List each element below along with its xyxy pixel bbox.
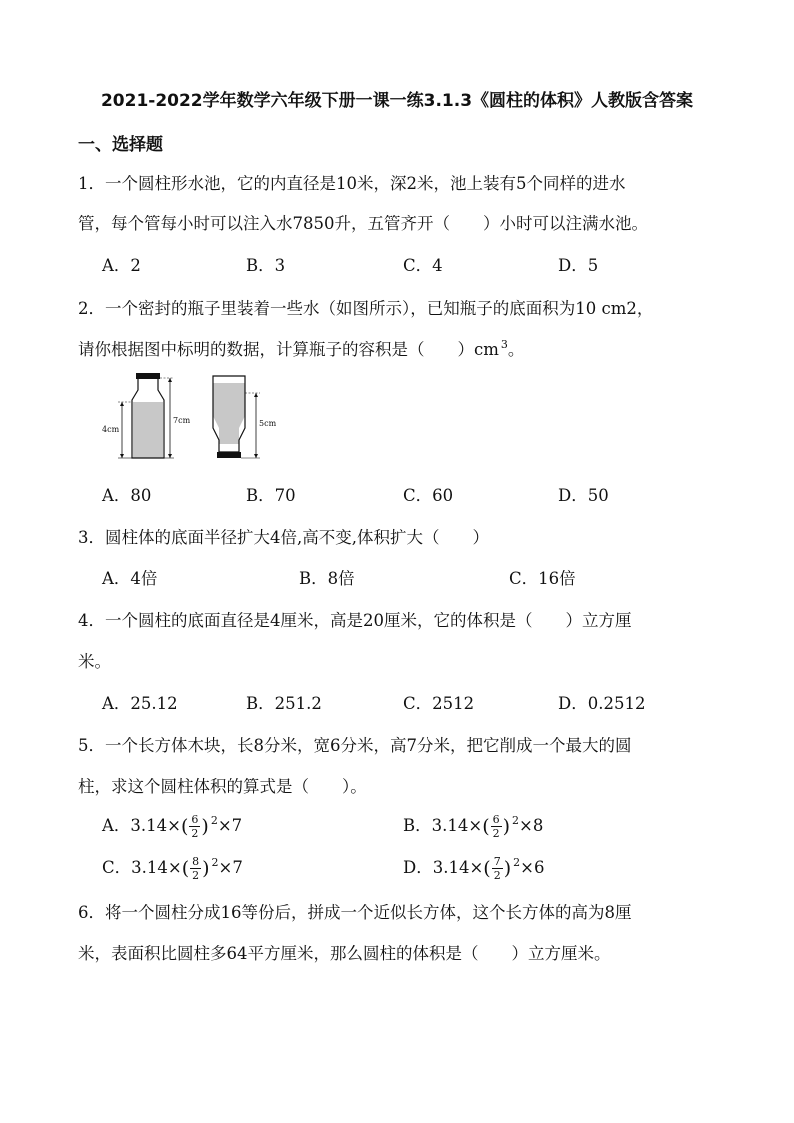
q2-option-a: A．80: [102, 486, 152, 505]
q5-option-c: C．3.14×( $\frac{8}{2}$ ) $^2$×7: [102, 855, 243, 882]
upright-cap: [136, 373, 160, 379]
q5-option-c-fraction: $\frac{8}{2}$: [192, 855, 200, 882]
q1-option-a: A．2: [102, 256, 141, 275]
q2-line2-end: 。: [507, 340, 525, 359]
q4-option-a: A．25.12: [102, 694, 178, 713]
q6-line1: 6．将一个圆柱分成16等份后，拼成一个近似长方体，这个长方体的高为8厘: [78, 903, 632, 922]
q5-option-a-prefix: A．3.14×: [102, 816, 181, 835]
q5-option-b: B．3.14×( $\frac{6}{2}$ ) $^2$×8: [403, 813, 544, 840]
q2-line2: [78, 336, 524, 360]
q1-option-c: C．4: [403, 256, 443, 275]
upright-bottle: [118, 373, 174, 458]
q2-option-b: B．70: [246, 486, 296, 505]
q2-option-d: D．50: [558, 486, 609, 505]
q5-option-a: A．3.14×( $\frac{6}{2}$ ) $^2$×7: [102, 813, 243, 840]
q3-option-b: B．8倍: [299, 569, 355, 588]
q2-label-7cm: 7cm: [173, 416, 191, 425]
q5-option-d-fraction: $\frac{7}{2}$: [493, 855, 501, 882]
page-title: 2021-2022学年数学六年级下册一课一练3.1.3《圆柱的体积》人教版含答案: [100, 91, 694, 111]
q4-option-b: B．251.2: [246, 694, 322, 713]
q6-line2: 米，表面积比圆柱多64平方厘米，那么圆柱的体积是（ ）立方厘米。: [78, 944, 611, 963]
q3-option-a: A．4倍: [102, 569, 158, 588]
q2-label-4cm: 4cm: [102, 425, 120, 434]
q3-option-c: C．16倍: [509, 569, 576, 588]
q2-unit-exponent: 3: [500, 338, 508, 351]
q5-option-d: D．3.14×( $\frac{7}{2}$ ) $^2$×6: [403, 855, 545, 882]
q5-line2: 柱，求这个圆柱体积的算式是（ ）。: [78, 777, 367, 796]
q1-line2: 管，每个管每小时可以注入水7850升，五管齐开（ ）小时可以注满水池。: [78, 214, 648, 233]
q4-option-c: C．2512: [403, 694, 475, 713]
q5-option-b-fraction: $\frac{6}{2}$: [492, 813, 500, 840]
q5-option-d-prefix: D．3.14×: [403, 858, 484, 877]
q2-option-c: C．60: [403, 486, 454, 505]
q5-option-a-fraction: $\frac{6}{2}$: [191, 813, 199, 840]
q2-label-5cm: 5cm: [259, 419, 277, 428]
q4-line2: 米。: [78, 652, 111, 671]
inverted-bottle: [213, 376, 260, 458]
q3-line1: 3．圆柱体的底面半径扩大4倍,高不变,体积扩大（ ）: [78, 528, 489, 547]
q1-option-d: D．5: [558, 256, 599, 275]
upright-water: [133, 402, 163, 458]
q4-option-d: D．0.2512: [558, 694, 646, 713]
q2-line1: 2．一个密封的瓶子里装着一些水（如图所示），已知瓶子的底面积为10 cm2，: [78, 299, 654, 318]
q5-option-c-prefix: C．3.14×: [102, 858, 182, 877]
inverted-cap: [217, 452, 241, 458]
q5-line1: 5．一个长方体木块，长8分米，宽6分米，高7分米，把它削成一个最大的圆: [78, 736, 632, 755]
q1-line1: 1．一个圆柱形水池，它的内直径是10米，深2米，池上装有5个同样的进水: [78, 174, 626, 193]
q5-option-b-prefix: B．3.14×: [403, 816, 483, 835]
inverted-water: [213, 383, 245, 444]
q1-option-b: B．3: [246, 256, 286, 275]
q4-line1: 4．一个圆柱的底面直径是4厘米，高是20厘米，它的体积是（ ）立方厘: [78, 611, 632, 630]
section-heading: 一、选择题: [78, 135, 163, 155]
bottle-figure: [100, 366, 300, 466]
q2-line2-text: 请你根据图中标明的数据，计算瓶子的容积是（ ）cm: [78, 340, 499, 359]
